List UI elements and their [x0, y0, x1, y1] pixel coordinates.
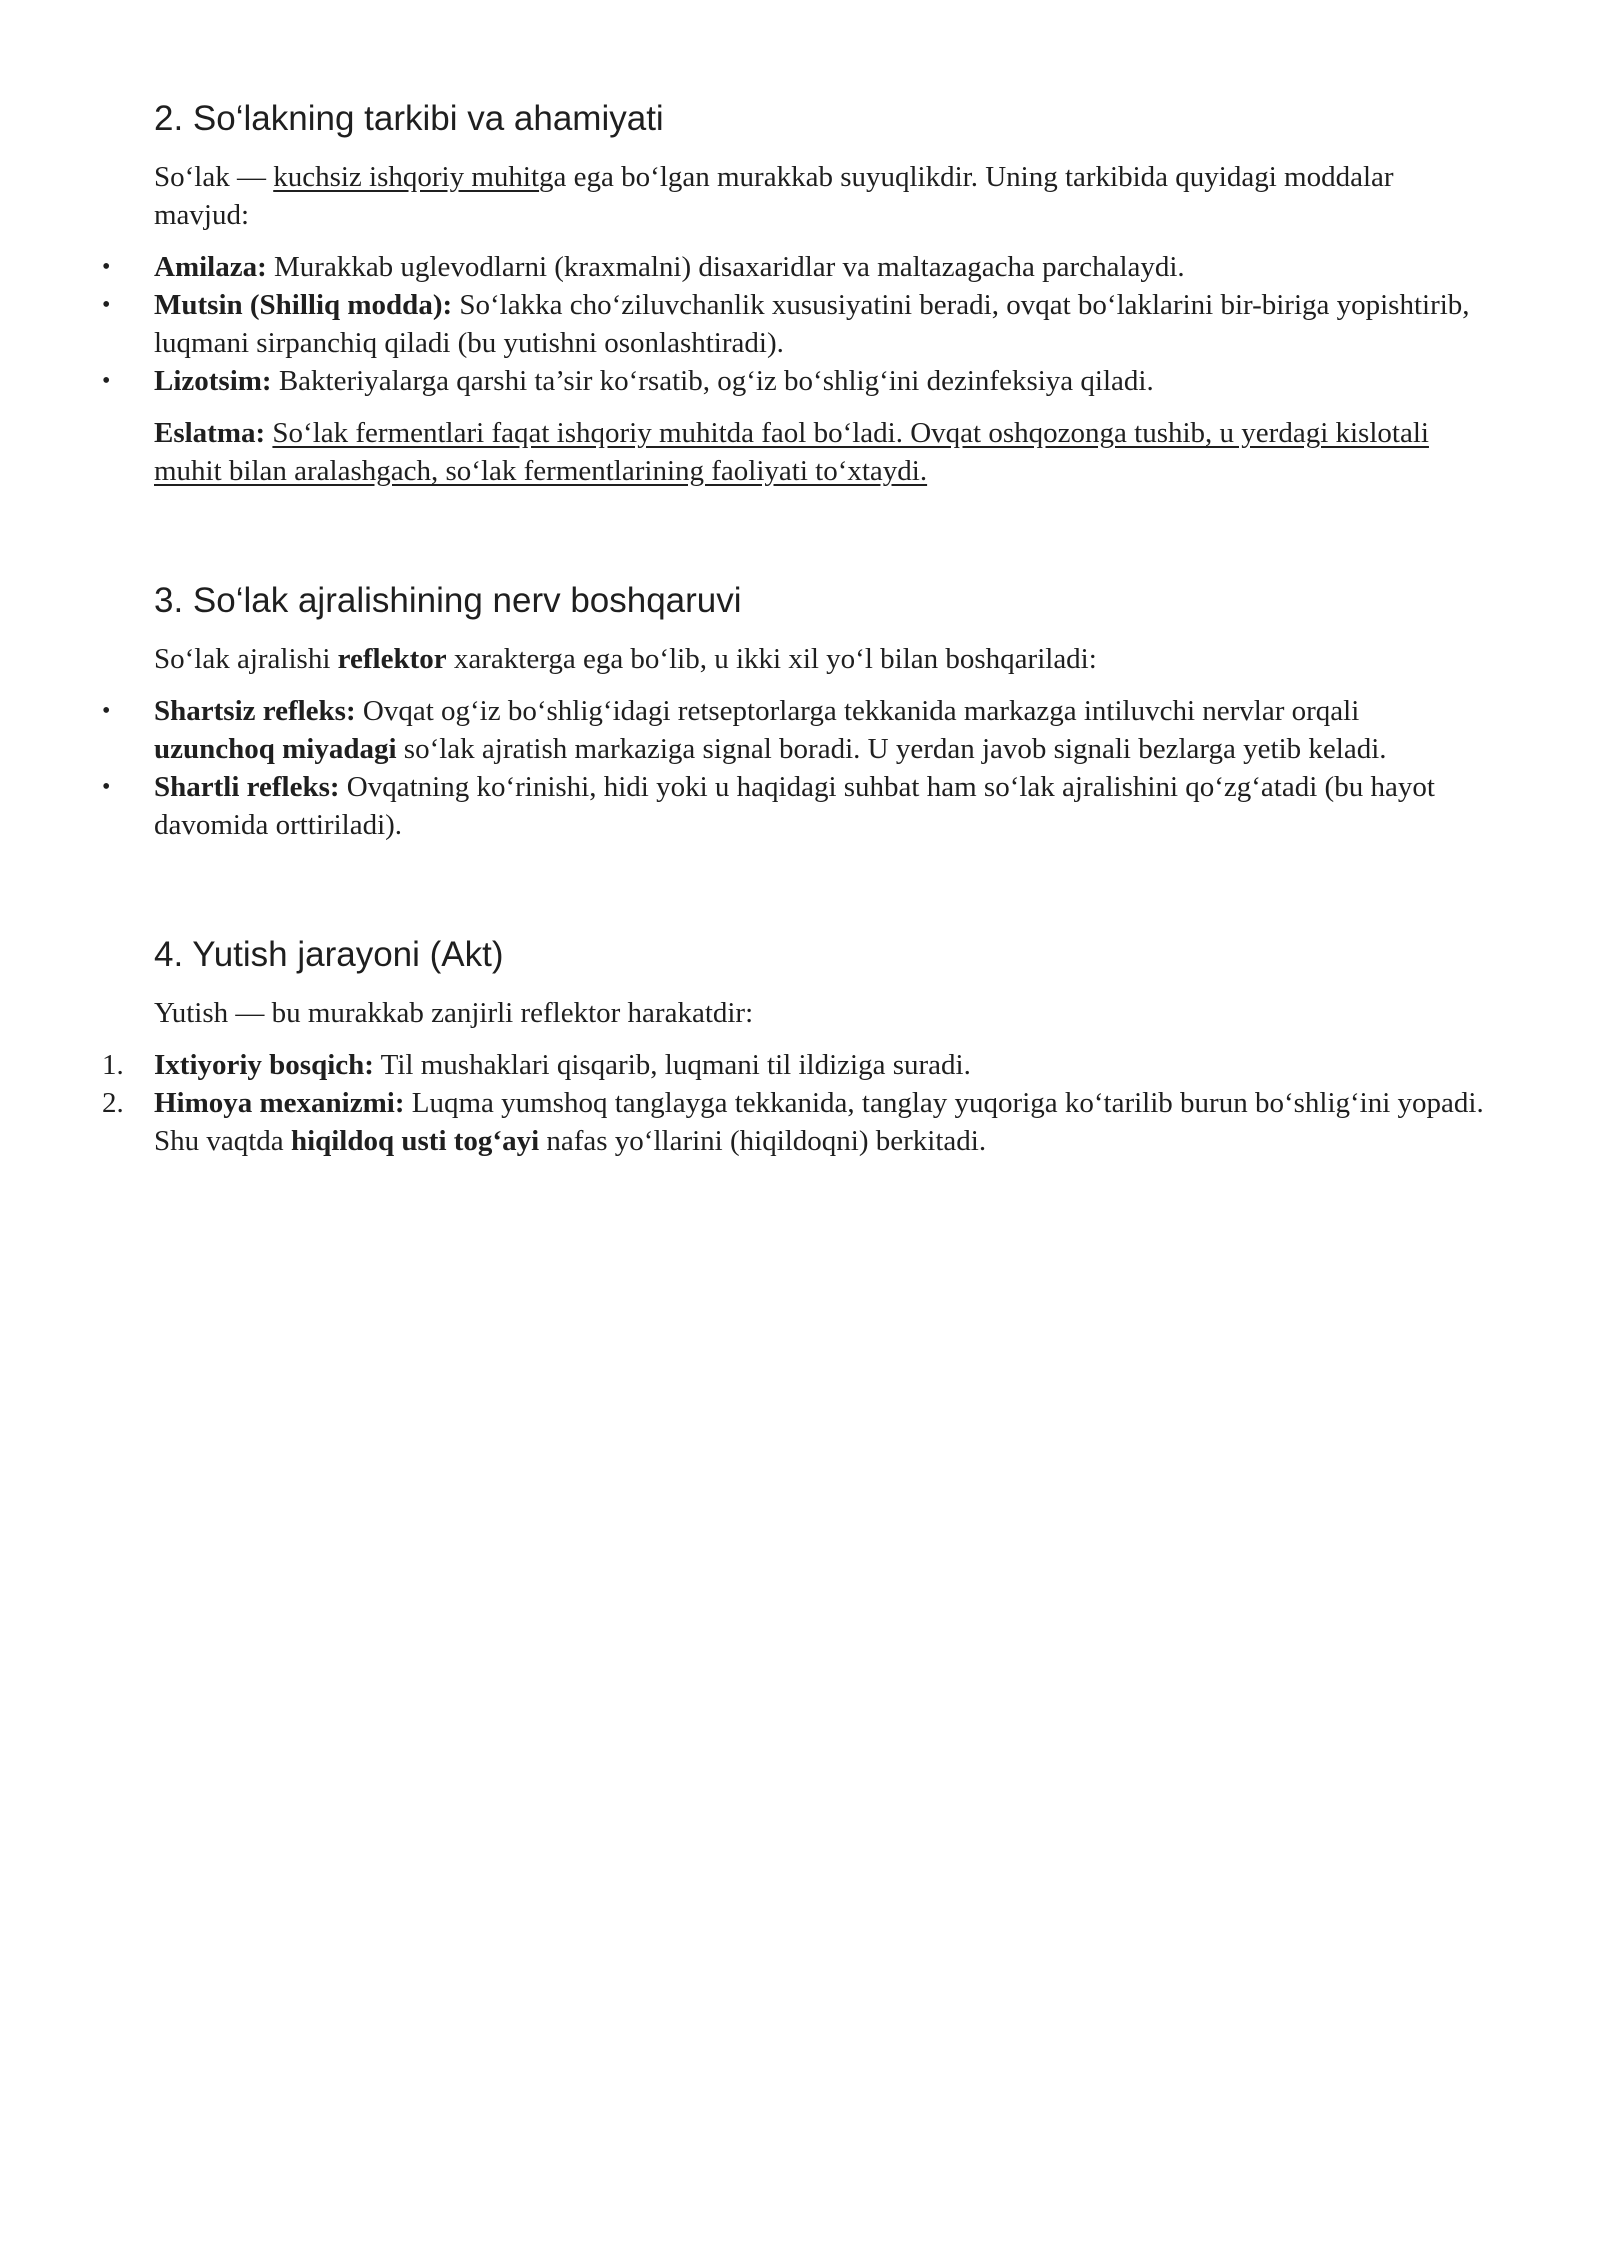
list-text: Ovqat og‘iz bo‘shlig‘idagi retseptorlarga tekkanida markazga intiluvchi nervlar orqali: [355, 695, 1360, 727]
list-item: [102, 692, 1484, 768]
number-marker: 2.: [102, 1087, 124, 1119]
section-2-list: [102, 248, 1484, 400]
list-item: [102, 362, 1484, 400]
list-term: Ixtiyoriy bosqich:: [154, 1049, 374, 1081]
section-4-list: [102, 1046, 1484, 1160]
list-term: Lizotsim:: [154, 365, 272, 397]
list-text: Ovqatning ko‘rinishi, hidi yoki u haqidagi suhbat ham so‘lak ajralishini qo‘zg‘atadi (bu hayot davomida orttiriladi).: [154, 771, 1435, 841]
list-item: [102, 768, 1484, 844]
document-content: [102, 98, 1484, 1174]
intro-text: So‘lak —: [154, 161, 274, 193]
note-text: So‘lak fermentlari faqat ishqoriy muhitda faol bo‘ladi. Ovqat oshqozonga tushib, u yerdagi kislotali muhit bilan aralashgach, so‘lak fermentlarining faoliyati to‘xtaydi.: [154, 417, 1429, 487]
section-3-intro: [154, 640, 1484, 678]
list-text: nafas yo‘llarini (hiqildoqni) berkitadi.: [539, 1125, 987, 1157]
list-term: Amilaza:: [154, 251, 267, 283]
list-item: [102, 1046, 1484, 1084]
bold-term: hiqildoq usti tog‘ayi: [290, 1125, 540, 1157]
list-term: Shartsiz refleks:: [154, 695, 356, 727]
intro-text: So‘lak ajralishi: [154, 643, 338, 675]
intro-text: ga ega bo‘lgan murakkab suyuqlikdir. Uning tarkibida quyidagi moddalar mavjud:: [154, 161, 1394, 231]
list-item: [102, 248, 1484, 286]
list-term: Himoya mexanizmi:: [154, 1087, 405, 1119]
bold-term: uzunchoq miyadagi: [154, 733, 397, 765]
section-2-intro: [154, 158, 1484, 234]
bold-term: reflektor: [337, 643, 447, 675]
section-2-heading: 2. So‘lakning tarkibi va ahamiyati: [154, 99, 664, 138]
section-4-heading: 4. Yutish jarayoni (Akt): [154, 935, 504, 974]
list-text: So‘lakka cho‘ziluvchanlik xususiyatini beradi, ovqat bo‘laklarini bir-biriga yopishtirib, luqmani sirpanchiq qiladi (bu yutishni osonlashtiradi).: [154, 289, 1470, 359]
section-3-heading: 3. So‘lak ajralishining nerv boshqaruvi: [154, 581, 742, 620]
list-text: Bakteriyalarga qarshi ta’sir ko‘rsatib, og‘iz bo‘shlig‘ini dezinfeksiya qiladi.: [271, 365, 1154, 397]
bullet-marker: •: [102, 774, 111, 800]
list-term: Shartli refleks:: [154, 771, 340, 803]
list-text: Murakkab uglevodlarni (kraxmalni) disaxaridlar va maltazagacha parchalaydi.: [266, 251, 1185, 283]
note-paragraph: [154, 414, 1484, 490]
list-term: Mutsin (Shilliq modda):: [154, 289, 453, 321]
section-4-intro: Yutish — bu murakkab zanjirli reflektor harakatdir:: [154, 997, 754, 1029]
underlined-term: kuchsiz ishqoriy muhit: [273, 161, 540, 193]
bullet-marker: •: [102, 368, 111, 394]
intro-text: xarakterga ega bo‘lib, u ikki xil yo‘l bilan boshqariladi:: [446, 643, 1097, 675]
spacer: [154, 858, 1484, 934]
list-text: Til mushaklari qisqarib, luqmani til ildiziga suradi.: [373, 1049, 971, 1081]
section-3-list: [102, 692, 1484, 844]
spacer: [154, 504, 1484, 580]
bullet-marker: •: [102, 698, 111, 724]
list-text: so‘lak ajratish markaziga signal boradi. U yerdan javob signali bezlarga yetib keladi.: [396, 733, 1387, 765]
number-marker: 1.: [102, 1049, 124, 1081]
list-text: Luqma yumshoq tanglayga tekkanida, tanglay yuqoriga ko‘tarilib burun bo‘shlig‘ini yopadi. Shu vaqtda: [154, 1087, 1484, 1157]
list-item: [102, 1084, 1484, 1160]
bullet-marker: •: [102, 292, 111, 318]
note-term: Eslatma:: [154, 417, 266, 449]
list-item: [102, 286, 1484, 362]
bullet-marker: •: [102, 254, 111, 280]
